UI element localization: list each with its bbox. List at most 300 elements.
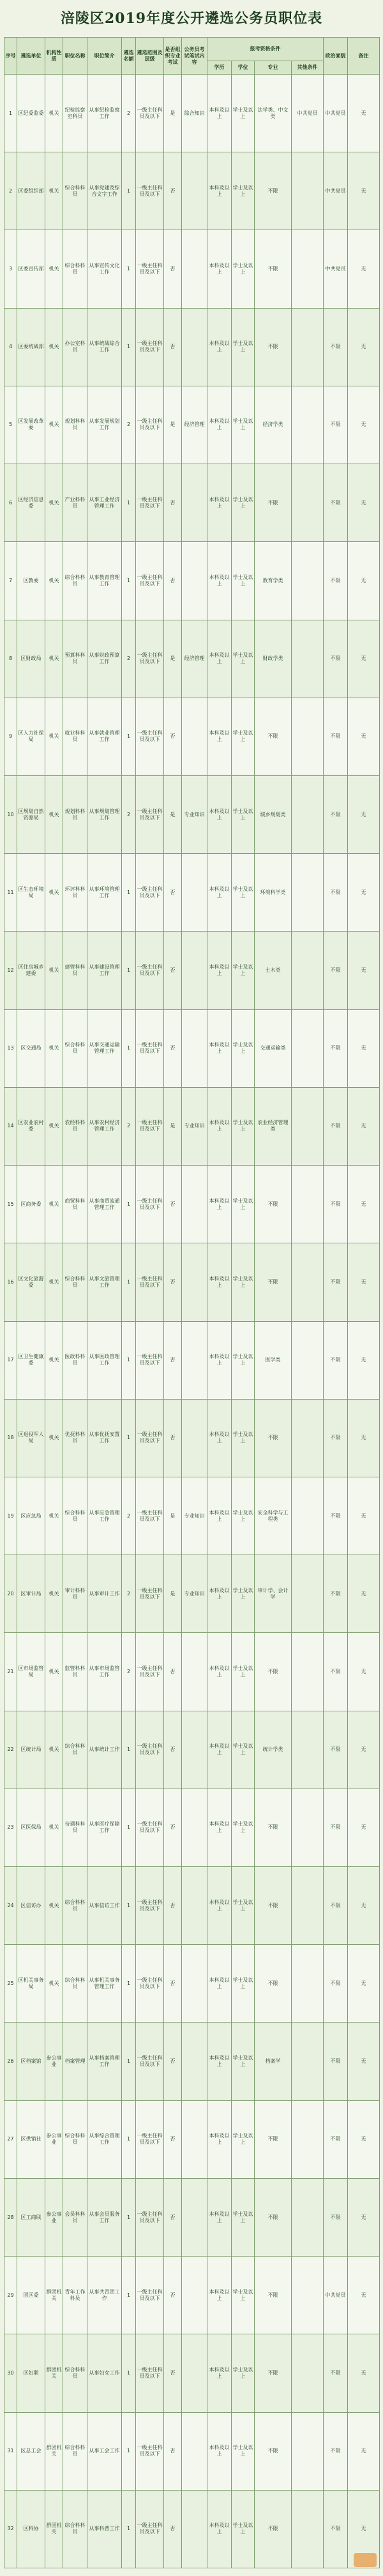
table-cell: 区档案馆 [17, 2023, 45, 2100]
table-cell: 否 [164, 2023, 182, 2100]
table-cell: 教育学类 [255, 542, 292, 620]
table-cell: 区委组织部 [17, 152, 45, 230]
header-cell: 机构性质 [45, 38, 63, 75]
table-cell: 8 [4, 620, 17, 698]
table-cell: 档案管理 [63, 2023, 87, 2100]
table-cell: 一级主任科员及以下 [136, 1009, 164, 1087]
table-cell: 无 [348, 1633, 380, 1711]
table-cell: 无 [348, 1321, 380, 1399]
table-cell: 否 [164, 2257, 182, 2334]
table-cell: 不限 [324, 1321, 348, 1399]
table-cell: 不限 [324, 1711, 348, 1789]
table-cell: 不限 [324, 2412, 348, 2490]
table-cell: 无 [348, 2334, 380, 2412]
table-cell: 区信访办 [17, 1867, 45, 1945]
table-row [4, 1711, 380, 1789]
table-cell [292, 1633, 324, 1711]
table-cell: 学士及以上 [232, 2023, 255, 2100]
table-cell: 区卫生健康委 [17, 1321, 45, 1399]
table-cell: 无 [348, 2412, 380, 2490]
table-cell: 不限 [255, 1867, 292, 1945]
table-cell: 机关 [45, 1945, 63, 2023]
table-cell: 一级主任科员及以下 [136, 464, 164, 542]
table-cell: 28 [4, 2178, 17, 2256]
table-cell: 学士及以上 [232, 1477, 255, 1555]
table-cell: 1 [122, 854, 136, 932]
table-cell: 区委统战部 [17, 308, 45, 386]
table-cell: 本科及以上 [207, 1166, 232, 1243]
table-cell: 区医保局 [17, 1789, 45, 1866]
table-cell: 本科及以上 [207, 854, 232, 932]
table-cell: 机关 [45, 1867, 63, 1945]
table-cell: 一级主任科员及以下 [136, 775, 164, 853]
table-row [4, 1321, 380, 1399]
table-cell: 1 [122, 1789, 136, 1866]
table-cell: 11 [4, 854, 17, 932]
table-cell: 无 [348, 1009, 380, 1087]
table-cell: 29 [4, 2257, 17, 2334]
table-cell: 从事优抚安置工作 [87, 1399, 122, 1477]
table-cell: 27 [4, 2100, 17, 2178]
table-cell: 综合科科员 [63, 1477, 87, 1555]
table-cell: 经济管理 [182, 386, 207, 464]
table-cell: 不限 [324, 2178, 348, 2256]
table-cell: 区财政局 [17, 620, 45, 698]
table-cell [182, 2334, 207, 2412]
table-cell: 机关 [45, 1166, 63, 1243]
table-cell: 本科及以上 [207, 542, 232, 620]
table-cell: 学士及以上 [232, 1087, 255, 1165]
table-cell: 一级主任科员及以下 [136, 1945, 164, 2023]
table-row [4, 75, 380, 152]
table-cell: 3 [4, 230, 17, 308]
table-cell [292, 1166, 324, 1243]
table-row [4, 2100, 380, 2178]
table-cell [292, 775, 324, 853]
table-cell: 不限 [255, 1166, 292, 1243]
table-cell: 是 [164, 75, 182, 152]
table-cell: 不限 [255, 464, 292, 542]
table-cell: 经济管理 [182, 620, 207, 698]
table-cell: 本科及以上 [207, 2023, 232, 2100]
table-cell: 1 [122, 2334, 136, 2412]
table-cell: 从事统战综合工作 [87, 308, 122, 386]
table-cell: 机关 [45, 1555, 63, 1633]
table-cell: 专业知识 [182, 1087, 207, 1165]
table-cell: 不限 [255, 1243, 292, 1321]
table-cell: 2 [122, 1087, 136, 1165]
table-cell: 不限 [324, 1009, 348, 1087]
table-cell: 一级主任科员及以下 [136, 75, 164, 152]
table-cell: 学士及以上 [232, 75, 255, 152]
table-cell: 学士及以上 [232, 1711, 255, 1789]
table-cell [182, 2257, 207, 2334]
table-cell: 区妇联 [17, 2334, 45, 2412]
table-cell: 否 [164, 542, 182, 620]
table-cell: 机关 [45, 932, 63, 1009]
table-cell: 机关 [45, 152, 63, 230]
table-cell: 2 [122, 775, 136, 853]
table-cell: 中共党员 [324, 75, 348, 152]
table-cell: 区科协 [17, 2490, 45, 2568]
table-cell [182, 308, 207, 386]
table-cell: 无 [348, 1711, 380, 1789]
table-cell: 18 [4, 1399, 17, 1477]
table-cell: 机关 [45, 1399, 63, 1477]
table-row [4, 1867, 380, 1945]
table-cell: 一级主任科员及以下 [136, 1399, 164, 1477]
table-cell [182, 542, 207, 620]
table-cell: 中共党员 [324, 230, 348, 308]
table-cell: 综合科科员 [63, 2490, 87, 2568]
table-cell: 不限 [324, 1166, 348, 1243]
table-cell: 本科及以上 [207, 2257, 232, 2334]
table-cell: 2 [122, 1555, 136, 1633]
table-row [4, 1477, 380, 1555]
table-row [4, 2334, 380, 2412]
table-cell: 参公事业 [45, 2023, 63, 2100]
table-row [4, 308, 380, 386]
table-cell: 医学类 [255, 1321, 292, 1399]
table-cell [292, 1867, 324, 1945]
table-cell: 待遇科科员 [63, 1789, 87, 1866]
table-cell: 一级主任科员及以下 [136, 1321, 164, 1399]
table-cell: 学士及以上 [232, 2412, 255, 2490]
table-cell: 从事就业管理工作 [87, 698, 122, 775]
table-cell: 从事发展规划工作 [87, 386, 122, 464]
table-cell: 无 [348, 230, 380, 308]
table-row [4, 2412, 380, 2490]
table-cell: 一级主任科员及以下 [136, 620, 164, 698]
table-cell: 9 [4, 698, 17, 775]
table-cell: 本科及以上 [207, 1243, 232, 1321]
table-cell [292, 932, 324, 1009]
table-cell: 不限 [324, 698, 348, 775]
table-cell: 1 [122, 1399, 136, 1477]
table-cell: 参公事业 [45, 2178, 63, 2256]
table-cell: 学士及以上 [232, 854, 255, 932]
table-cell [292, 2023, 324, 2100]
table-cell: 综合科科员 [63, 1711, 87, 1789]
table-cell: 不限 [324, 1087, 348, 1165]
table-cell: 区总工会 [17, 2412, 45, 2490]
table-cell: 机关 [45, 1633, 63, 1711]
table-cell [182, 2178, 207, 2256]
table-row [4, 230, 380, 308]
table-cell: 优抚科科员 [63, 1399, 87, 1477]
table-cell: 不限 [324, 1243, 348, 1321]
table-cell: 不限 [255, 698, 292, 775]
table-cell: 学士及以上 [232, 1321, 255, 1399]
table-cell: 1 [122, 1945, 136, 2023]
table-cell: 区人力社保局 [17, 698, 45, 775]
table-cell: 从事会员服务工作 [87, 2178, 122, 2256]
table-cell [292, 1243, 324, 1321]
table-cell: 区发展改革委 [17, 386, 45, 464]
table-cell: 12 [4, 932, 17, 1009]
table-cell: 学士及以上 [232, 1399, 255, 1477]
table-cell: 21 [4, 1633, 17, 1711]
table-cell: 否 [164, 2412, 182, 2490]
header-cell: 职位简介 [87, 38, 122, 75]
table-cell [292, 620, 324, 698]
table-cell: 1 [122, 1243, 136, 1321]
table-cell: 本科及以上 [207, 2100, 232, 2178]
table-cell [292, 464, 324, 542]
table-cell: 从事文旅管理工作 [87, 1243, 122, 1321]
table-cell [182, 932, 207, 1009]
table-cell: 1 [122, 698, 136, 775]
table-cell [182, 2100, 207, 2178]
table-body [4, 75, 380, 2568]
table-cell: 综合科科员 [63, 152, 87, 230]
table-cell: 学士及以上 [232, 775, 255, 853]
table-cell: 否 [164, 2178, 182, 2256]
table-cell: 从事财政预算工作 [87, 620, 122, 698]
table-cell: 不限 [324, 2334, 348, 2412]
table-cell: 本科及以上 [207, 2490, 232, 2568]
table-cell: 机关 [45, 1321, 63, 1399]
table-cell: 青年工作科员 [63, 2257, 87, 2334]
header-cell: 序号 [4, 38, 17, 75]
table-cell: 1 [122, 2100, 136, 2178]
table-cell: 会员科科员 [63, 2178, 87, 2256]
table-cell: 机关 [45, 75, 63, 152]
table-cell: 1 [122, 1166, 136, 1243]
table-cell: 综合科科员 [63, 1009, 87, 1087]
table-cell: 监管科科员 [63, 1633, 87, 1711]
table-cell: 学士及以上 [232, 932, 255, 1009]
header-cell: 遴选范围及层级 [136, 38, 164, 75]
table-cell [292, 1945, 324, 2023]
table-cell [182, 2490, 207, 2568]
table-header-row [4, 38, 380, 61]
table-cell: 从事商贸流通管理工作 [87, 1166, 122, 1243]
table-cell: 不限 [255, 2412, 292, 2490]
table-cell: 无 [348, 854, 380, 932]
table-cell: 本科及以上 [207, 2412, 232, 2490]
table-cell: 机关 [45, 542, 63, 620]
table-cell: 审计科科员 [63, 1555, 87, 1633]
table-cell: 安全科学与工程类 [255, 1477, 292, 1555]
table-cell: 无 [348, 75, 380, 152]
table-cell: 是 [164, 1087, 182, 1165]
table-cell: 中共党员 [324, 2257, 348, 2334]
table-cell: 从事农村经济管理工作 [87, 1087, 122, 1165]
table-cell: 2 [122, 1633, 136, 1711]
table-cell: 本科及以上 [207, 1789, 232, 1866]
table-cell: 学士及以上 [232, 2100, 255, 2178]
table-cell: 综合科科员 [63, 2334, 87, 2412]
table-cell: 综合知识 [182, 75, 207, 152]
header-cell: 专业 [255, 61, 292, 75]
table-cell: 区经济信息委 [17, 464, 45, 542]
table-cell [292, 1477, 324, 1555]
table-cell: 4 [4, 308, 17, 386]
table-cell: 2 [4, 152, 17, 230]
table-cell: 学士及以上 [232, 1633, 255, 1711]
table-cell: 否 [164, 1633, 182, 1711]
table-cell: 无 [348, 1555, 380, 1633]
table-cell: 群团机关 [45, 2257, 63, 2334]
table-cell: 5 [4, 386, 17, 464]
table-cell [182, 1633, 207, 1711]
table-cell: 1 [122, 1867, 136, 1945]
table-cell [182, 1321, 207, 1399]
table-cell: 23 [4, 1789, 17, 1866]
table-row [4, 464, 380, 542]
table-row [4, 1087, 380, 1165]
table-cell: 群团机关 [45, 2334, 63, 2412]
table-cell: 一级主任科员及以下 [136, 698, 164, 775]
table-cell [292, 1711, 324, 1789]
table-cell: 学士及以上 [232, 1867, 255, 1945]
table-cell: 无 [348, 386, 380, 464]
header-cell: 备注 [348, 38, 380, 75]
table-cell: 否 [164, 1867, 182, 1945]
table-cell: 商贸科科员 [63, 1166, 87, 1243]
table-cell: 本科及以上 [207, 2178, 232, 2256]
table-cell: 7 [4, 542, 17, 620]
table-cell: 14 [4, 1087, 17, 1165]
table-cell: 学士及以上 [232, 2257, 255, 2334]
table-cell: 本科及以上 [207, 1555, 232, 1633]
table-cell: 不限 [255, 2490, 292, 2568]
table-cell: 环评科科员 [63, 854, 87, 932]
table-cell: 专业知识 [182, 1555, 207, 1633]
table-cell: 无 [348, 932, 380, 1009]
table-cell [292, 854, 324, 932]
table-cell: 区审计局 [17, 1555, 45, 1633]
table-cell: 26 [4, 2023, 17, 2100]
table-cell: 无 [348, 620, 380, 698]
table-cell: 否 [164, 2490, 182, 2568]
table-cell: 区教委 [17, 542, 45, 620]
table-cell: 学士及以上 [232, 1555, 255, 1633]
table-cell: 31 [4, 2412, 17, 2490]
table-cell: 不限 [324, 386, 348, 464]
table-cell: 本科及以上 [207, 1399, 232, 1477]
table-cell: 一级主任科员及以下 [136, 2178, 164, 2256]
table-cell: 统计学类 [255, 1711, 292, 1789]
table-cell: 无 [348, 1087, 380, 1165]
table-cell: 从事医疗保障工作 [87, 1789, 122, 1866]
table-cell: 从事信访工作 [87, 1867, 122, 1945]
table-cell [292, 1321, 324, 1399]
table-cell: 土木类 [255, 932, 292, 1009]
table-row [4, 854, 380, 932]
table-cell: 一级主任科员及以下 [136, 2490, 164, 2568]
table-cell: 机关 [45, 464, 63, 542]
table-row [4, 1789, 380, 1866]
table-cell: 学士及以上 [232, 152, 255, 230]
table-cell: 从事档案管理工作 [87, 2023, 122, 2100]
table-cell: 不限 [255, 1789, 292, 1866]
table-cell: 从事市场监管工作 [87, 1633, 122, 1711]
table-cell [182, 1945, 207, 2023]
table-cell: 不限 [324, 854, 348, 932]
table-cell: 学士及以上 [232, 2490, 255, 2568]
table-cell: 从事医政管理工作 [87, 1321, 122, 1399]
table-cell: 否 [164, 1243, 182, 1321]
table-cell: 机关 [45, 1243, 63, 1321]
table-cell: 13 [4, 1009, 17, 1087]
table-cell: 不限 [255, 1945, 292, 2023]
table-row [4, 1399, 380, 1477]
table-cell: 学士及以上 [232, 1945, 255, 2023]
table-cell [292, 1009, 324, 1087]
table-cell: 财政学类 [255, 620, 292, 698]
table-cell [182, 2412, 207, 2490]
table-cell: 否 [164, 698, 182, 775]
table-cell: 本科及以上 [207, 230, 232, 308]
table-cell: 否 [164, 1399, 182, 1477]
table-cell: 从事规划管理工作 [87, 775, 122, 853]
table-cell: 从事共青团工作 [87, 2257, 122, 2334]
table-cell: 不限 [324, 1555, 348, 1633]
table-cell: 无 [348, 542, 380, 620]
table-cell [292, 2257, 324, 2334]
table-cell: 1 [122, 2257, 136, 2334]
table-cell: 本科及以上 [207, 464, 232, 542]
table-cell: 1 [122, 1321, 136, 1399]
position-table [4, 37, 380, 2568]
table-cell [182, 1243, 207, 1321]
table-cell: 本科及以上 [207, 1633, 232, 1711]
table-cell [182, 1711, 207, 1789]
table-cell: 不限 [324, 1789, 348, 1866]
table-cell: 一级主任科员及以下 [136, 932, 164, 1009]
table-cell: 无 [348, 698, 380, 775]
table-cell: 20 [4, 1555, 17, 1633]
table-row [4, 542, 380, 620]
table-cell: 本科及以上 [207, 152, 232, 230]
table-row [4, 1166, 380, 1243]
table-cell: 1 [122, 2023, 136, 2100]
table-cell: 6 [4, 464, 17, 542]
table-cell [182, 1789, 207, 1866]
header-cell: 其他条件 [292, 61, 324, 75]
table-cell: 不限 [324, 1399, 348, 1477]
table-cell: 本科及以上 [207, 1945, 232, 2023]
header-cell: 职位名称 [63, 38, 87, 75]
table-cell: 1 [122, 152, 136, 230]
table-cell: 区机关事务局 [17, 1945, 45, 2023]
table-cell: 一级主任科员及以下 [136, 2257, 164, 2334]
table-cell: 一级主任科员及以下 [136, 1711, 164, 1789]
page-title: 涪陵区2019年度公开遴选公务员职位表 [60, 10, 323, 27]
table-cell: 学士及以上 [232, 2178, 255, 2256]
table-cell: 不限 [255, 230, 292, 308]
table-cell [292, 2490, 324, 2568]
table-cell: 否 [164, 2100, 182, 2178]
table-row [4, 2257, 380, 2334]
table-cell: 2 [122, 386, 136, 464]
table-cell: 从事交通运输管理工作 [87, 1009, 122, 1087]
table-cell: 从事审计工作 [87, 1555, 122, 1633]
table-cell: 专业知识 [182, 1477, 207, 1555]
table-cell: 参公事业 [45, 2100, 63, 2178]
table-cell: 区纪委监委 [17, 75, 45, 152]
table-cell: 中共党员 [292, 75, 324, 152]
table-cell: 从事党建及综合文字工作 [87, 152, 122, 230]
table-row [4, 2490, 380, 2568]
table-cell: 区退役军人局 [17, 1399, 45, 1477]
table-cell: 区统计局 [17, 1711, 45, 1789]
table-row [4, 1009, 380, 1087]
table-cell: 群团机关 [45, 2412, 63, 2490]
table-cell: 从事妇女工作 [87, 2334, 122, 2412]
